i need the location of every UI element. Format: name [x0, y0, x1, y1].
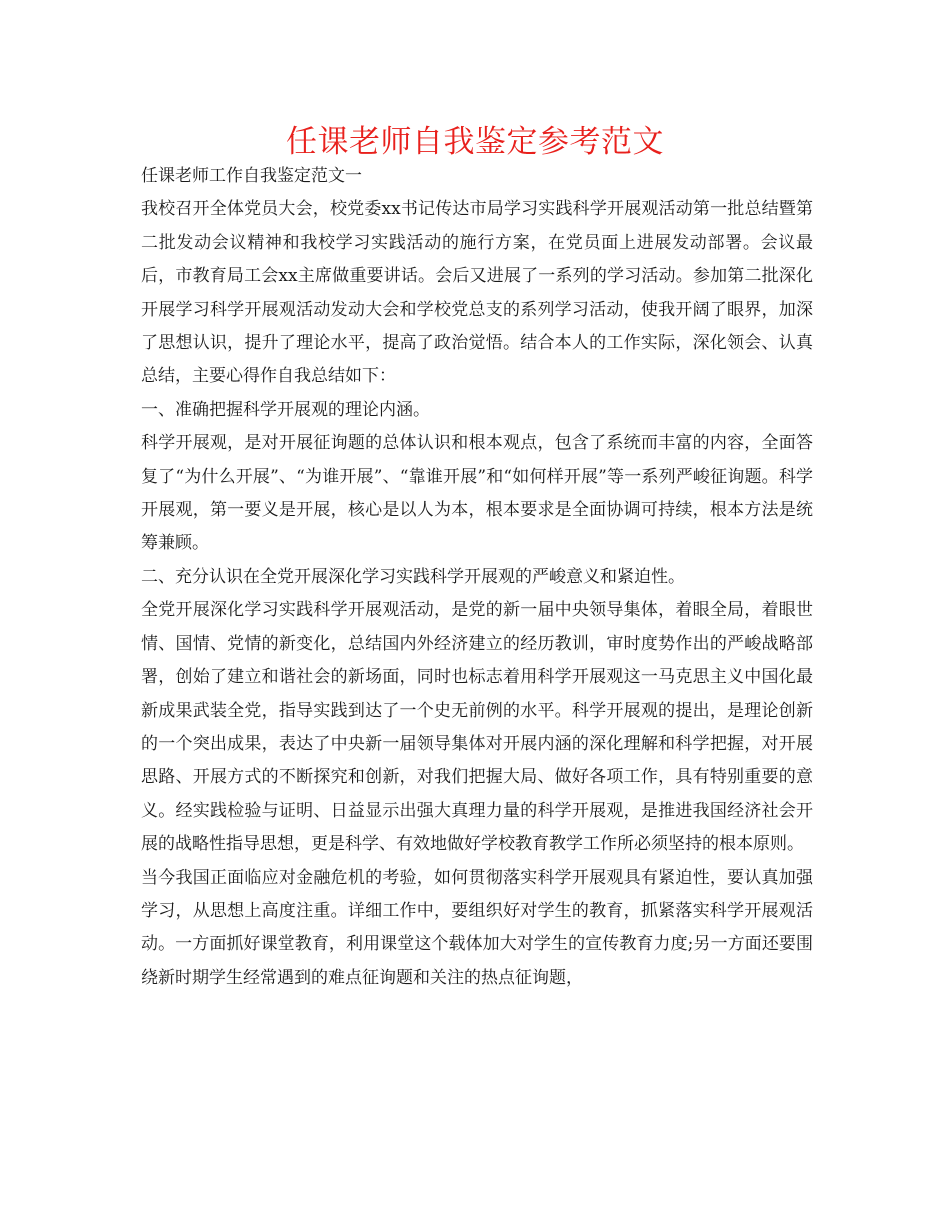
document-body [141, 160, 813, 995]
section-heading: 二、充分认识在全党开展深化学习实践科学开展观的严峻意义和紧迫性。 [141, 566, 685, 587]
section-heading: 一、准确把握科学开展观的理论内涵。 [141, 399, 430, 420]
subtitle-paragraph: 任课老师工作自我鉴定范文一 [141, 166, 362, 186]
body-paragraph: 我校召开全体党员大会，校党委xx书记传达市局学习实践科学开展观活动第一批总结暨第二批发动会议精神和我校学习实践活动的施行方案，在党员面上进展发动部署。会议最后，市教育局工会xx主席做重要讲话。会后又进展了一系列的学习活动。参加第二批深化开展学习科学开展观活动发动大会和学校党总支的系列学习活动，使我开阔了眼界，加深了思想认识，提升了理论水平，提高了政治觉悟。结合本人的工作实际，深化领会、认真总结，主要心得作自我总结如下： [141, 199, 813, 387]
body-paragraph: 全党开展深化学习实践科学开展观活动，是党的新一届中央领导集体，着眼全局，着眼世情、国情、党情的新变化，总结国内外经济建立的经历教训，审时度势作出的严峻战略部署，创始了建立和谐社会的新场面，同时也标志着用科学开展观这一马克思主义中国化最新成果武装全党，指导实践到达了一个史无前例的水平。科学开展观的提出，是理论创新的一个突出成果，表达了中央新一届领导集体对开展内涵的深化理解和科学把握，对开展思路、开展方式的不断探究和创新，对我们把握大局、做好各项工作，具有特别重要的意义。经实践检验与证明、日益显示出强大真理力量的科学开展观，是推进我国经济社会开展的战略性指导思想，更是科学、有效地做好学校教育教学工作所必须坚持的根本原则。 [141, 600, 813, 855]
body-paragraph: 科学开展观，是对开展征询题的总体认识和根本观点，包含了系统而丰富的内容，全面答复了“为什么开展”、“为谁开展”、“靠谁开展”和“如何样开展”等一系列严峻征询题。科学开展观，第一要义是开展，核心是以人为本，根本要求是全面协调可持续，根本方法是统筹兼顾。 [141, 433, 813, 554]
body-paragraph: 当今我国正面临应对金融危机的考验，如何贯彻落实科学开展观具有紧迫性，要认真加强学习，从思想上高度注重。详细工作中，要组织好对学生的教育，抓紧落实科学开展观活动。一方面抓好课堂教育，利用课堂这个载体加大对学生的宣传教育力度;另一方面还要围绕新时期学生经常遇到的难点征询题和关注的热点征询题， [141, 867, 813, 988]
document-title: 任课老师自我鉴定参考范文 [286, 124, 664, 160]
